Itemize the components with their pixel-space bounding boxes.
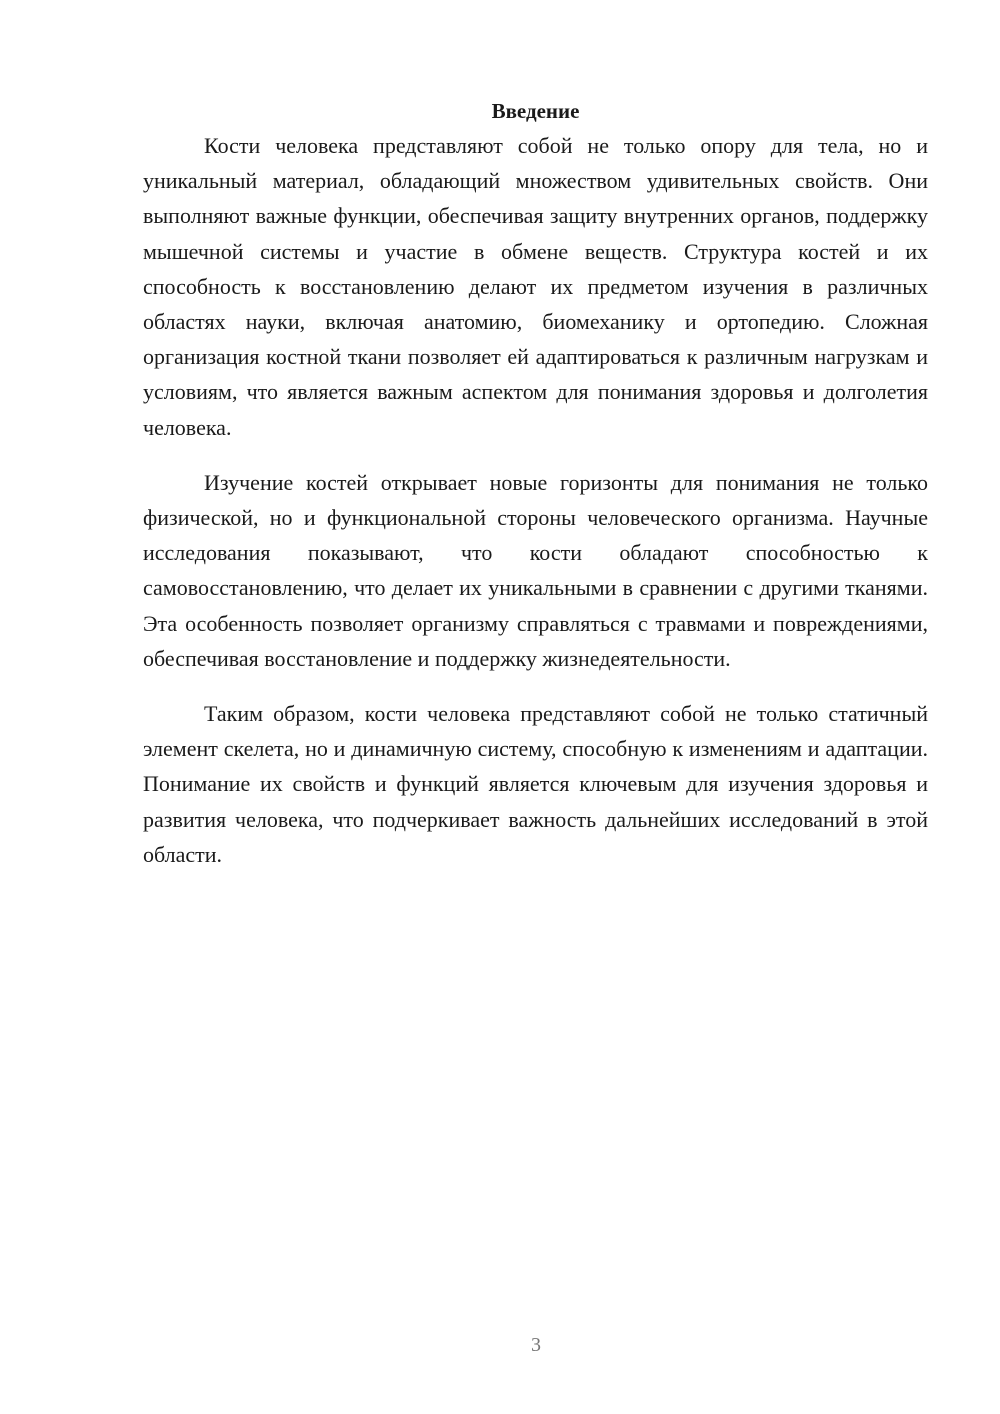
paragraph-1: Кости человека представляют собой не только опору для тела, но и уникальный материал, обладающий множеством удивительных свойств. Они выполняют важные функции, обеспечивая защиту внутренних органов, поддержку мышечной системы и участие в обмене веществ. Структура костей и их способность к восстановлению делают их предметом изучения в различных областях науки, включая анатомию, биомеханику и ортопедию. Сложная организация костной ткани позволяет ей адаптироваться к различным нагрузкам и условиям, что является важным аспектом для понимания здоровья и долголетия человека. (143, 133, 928, 440)
paragraph-2: Изучение костей открывает новые горизонты для понимания не только физической, но и функциональной стороны человеческого организма. Научные исследования показывают, что кости обладают способностью к самовосстановлению, что делает их уникальными в сравнении с другими тканями. Эта особенность позволяет организму справляться с травмами и повреждениями, обеспечивая восстановление и поддержку жизнедеятельности. (143, 469, 928, 671)
page-number: 3 (531, 1334, 541, 1356)
section-heading: Введение (491, 99, 580, 123)
paragraph-3: Таким образом, кости человека представляют собой не только статичный элемент скелета, но и динамичную систему, способную к изменениям и адаптации. Понимание их свойств и функций является ключевым для изучения здоровья и развития человека, что подчеркивает важность дальнейших исследований в этой области. (143, 701, 928, 867)
page-content (143, 96, 928, 892)
